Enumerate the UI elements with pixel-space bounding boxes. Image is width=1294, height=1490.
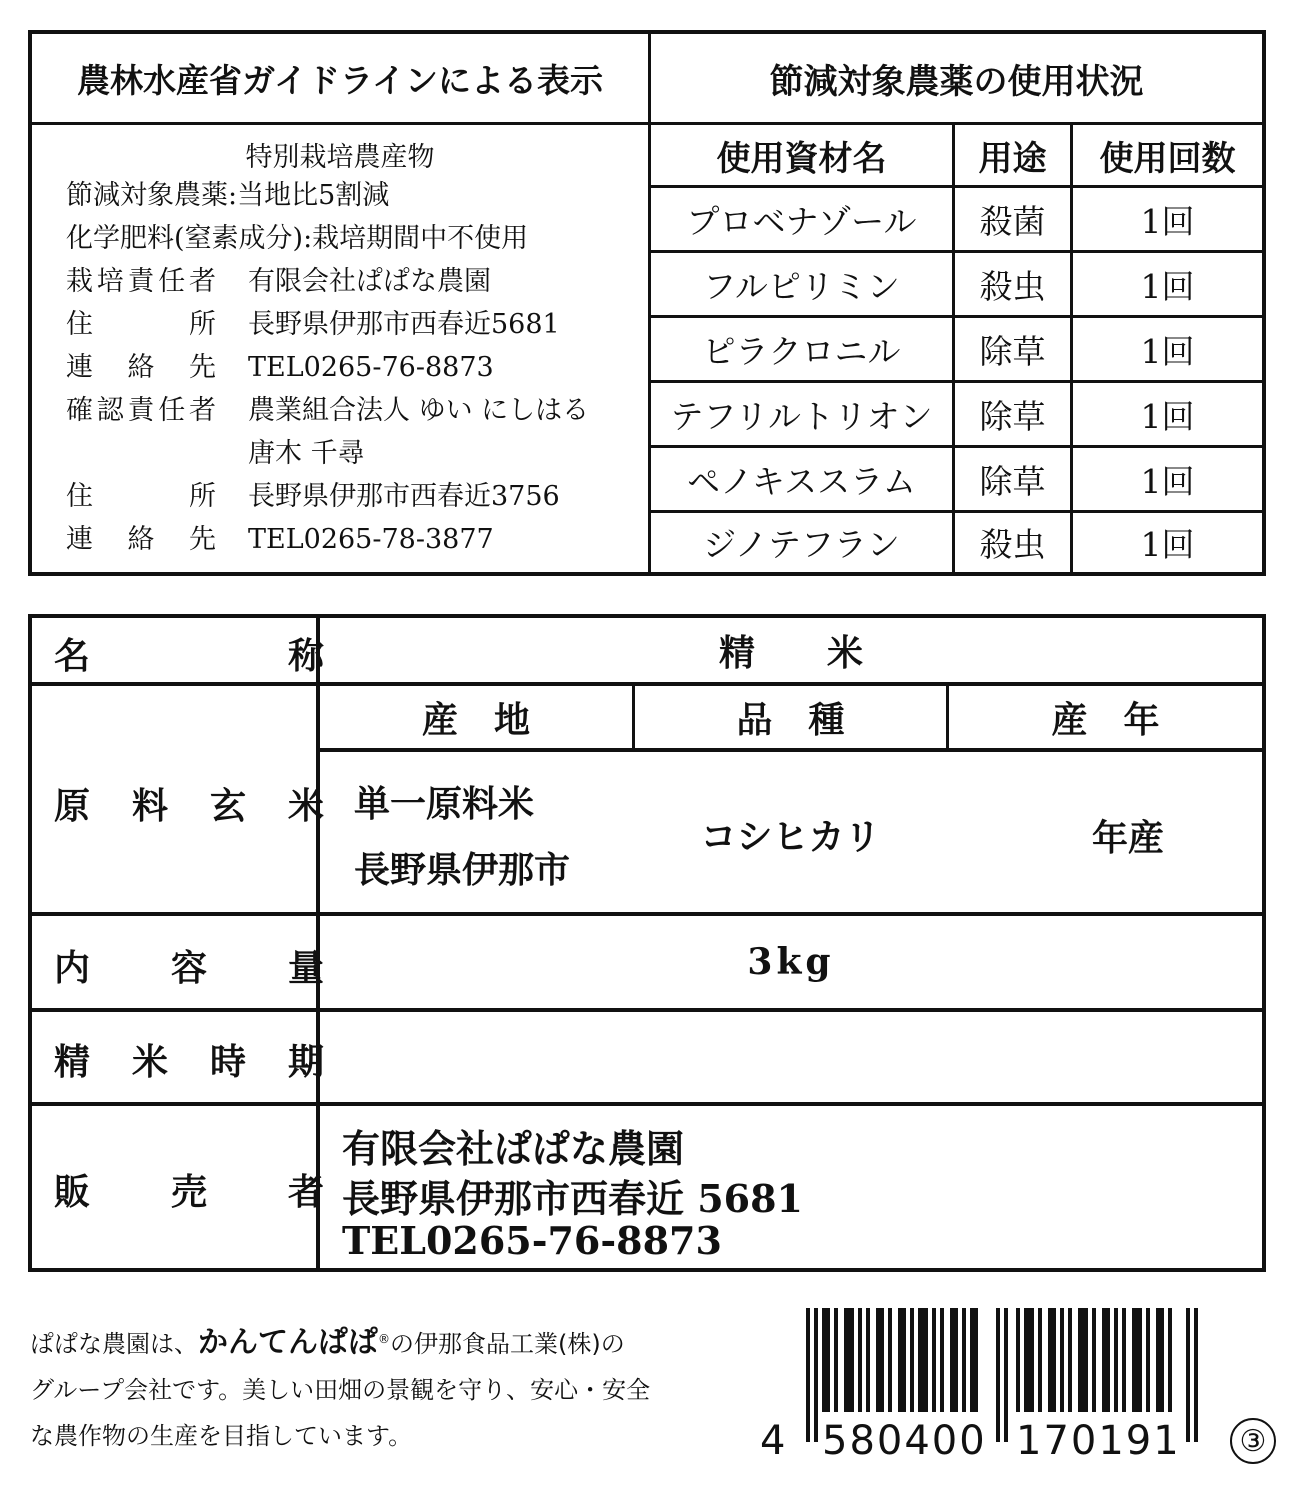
pesticide-use: 除草: [979, 461, 1046, 501]
contact1-label: 連 絡 先: [66, 352, 216, 383]
address1-row: [66, 303, 560, 346]
pesticide-count: 1回: [1140, 396, 1195, 436]
seller-line3: TEL0265-76-8873: [342, 1218, 722, 1263]
pesticide-use: 殺虫: [979, 266, 1046, 306]
pesticide-name: ジノテフラン: [703, 525, 900, 564]
origin-line2: 長野県伊那市: [354, 849, 571, 891]
address1-label: 住 所: [66, 309, 216, 340]
pesticide-count: 1回: [1140, 201, 1195, 241]
pesticide-name: ペノキススラム: [687, 461, 916, 501]
seller-line1: 有限会社ぱぱな農園: [342, 1126, 685, 1171]
contact2-value: TEL0265-78-3877: [248, 524, 494, 555]
checker-row2: [66, 432, 365, 475]
count-column-header: 使用回数: [1099, 138, 1236, 179]
name-value: 精 米: [718, 631, 863, 674]
origin-column-header: 産 地: [421, 698, 530, 741]
pesticide-use: 殺虫: [979, 525, 1046, 564]
seller-label: 販売者: [54, 1171, 324, 1213]
checker-value1: 農業組合法人 ゆい にしはる: [248, 395, 590, 426]
name-label: 名 称: [54, 635, 324, 677]
address2-row: [66, 475, 560, 518]
raw-rice-label: 原料玄米: [54, 785, 324, 827]
barcode-suffix-mark: ③: [1230, 1418, 1276, 1464]
year-value: 年産: [1092, 817, 1165, 859]
table-divider: [320, 748, 1262, 752]
note-line1: [30, 1316, 770, 1367]
content-label: 内容量: [54, 947, 324, 989]
origin-line1: 単一原料米: [354, 783, 535, 825]
barcode-first-digit: 4: [760, 1418, 786, 1464]
address2-value: 長野県伊那市西春近3756: [248, 481, 560, 512]
grower-row: [66, 260, 491, 303]
address2-label: 住 所: [66, 481, 216, 512]
brand-logo: かんてんぱぱ: [198, 1325, 378, 1360]
checker-row: [66, 389, 589, 432]
note-line3: な農作物の生産を目指しています。: [30, 1422, 413, 1450]
pesticide-count: 1回: [1140, 331, 1195, 371]
grower-value: 有限会社ぱぱな農園: [248, 266, 491, 297]
table-divider: [32, 1102, 1262, 1106]
barcode-left-digits: 580400: [822, 1418, 987, 1464]
milling-date-label: 精米時期: [54, 1041, 324, 1083]
seller-line2: 長野県伊那市西春近 5681: [342, 1176, 803, 1221]
material-column-header: 使用資材名: [716, 138, 887, 179]
contact1-value: TEL0265-76-8873: [248, 352, 494, 383]
pesticide-use: 除草: [979, 331, 1046, 371]
pesticide-name: テフリルトリオン: [670, 396, 933, 436]
contact1-row: [66, 346, 494, 389]
variety-column-header: 品 種: [736, 698, 845, 741]
use-column-header: 用途: [978, 138, 1047, 179]
pesticide-status-header: 節減対象農薬の使用状況: [769, 61, 1144, 102]
pesticide-name: ピラクロニル: [702, 331, 901, 371]
content-value: 3kg: [747, 941, 835, 983]
guideline-header: 農林水産省ガイドラインによる表示: [76, 60, 604, 100]
special-product-title: 特別栽培農産物: [245, 141, 435, 173]
pesticide-count: 1回: [1140, 461, 1195, 501]
grower-label: 栽培責任者: [66, 266, 216, 297]
pesticide-use: 殺菌: [979, 201, 1046, 241]
pesticide-count: 1回: [1140, 525, 1195, 564]
reduction-line: 節減対象農薬:当地比5割減: [66, 180, 390, 211]
year-column-header: 産 年: [1051, 698, 1160, 741]
address1-value: 長野県伊那市西春近5681: [248, 309, 560, 340]
contact2-label: 連 絡 先: [66, 524, 216, 555]
milling-date-value: [320, 1012, 1262, 1102]
barcode-right-digits: 170191: [1016, 1418, 1181, 1464]
variety-value: コシヒカリ: [700, 815, 881, 858]
checker-value2: 唐木 千尋: [248, 438, 365, 469]
pesticide-count: 1回: [1140, 266, 1195, 306]
pesticide-use: 除草: [979, 396, 1046, 436]
contact2-row: [66, 518, 494, 561]
pesticide-name: プロベナゾール: [686, 201, 917, 241]
special-cultivation-table: [28, 30, 1266, 576]
note-part2: の伊那食品工業(株)の: [390, 1330, 625, 1358]
fertilizer-line: 化学肥料(窒素成分):栽培期間中不使用: [66, 223, 529, 254]
note-line2: グループ会社です。美しい田畑の景観を守り、安心・安全: [30, 1376, 651, 1404]
company-note: [30, 1316, 770, 1459]
pesticide-name: フルピリミン: [703, 266, 900, 306]
registered-mark: ®: [378, 1332, 390, 1346]
product-info-table: [28, 614, 1266, 1272]
checker-label: 確認責任者: [66, 395, 216, 426]
note-part1: ぱぱな農園は、: [30, 1330, 198, 1358]
